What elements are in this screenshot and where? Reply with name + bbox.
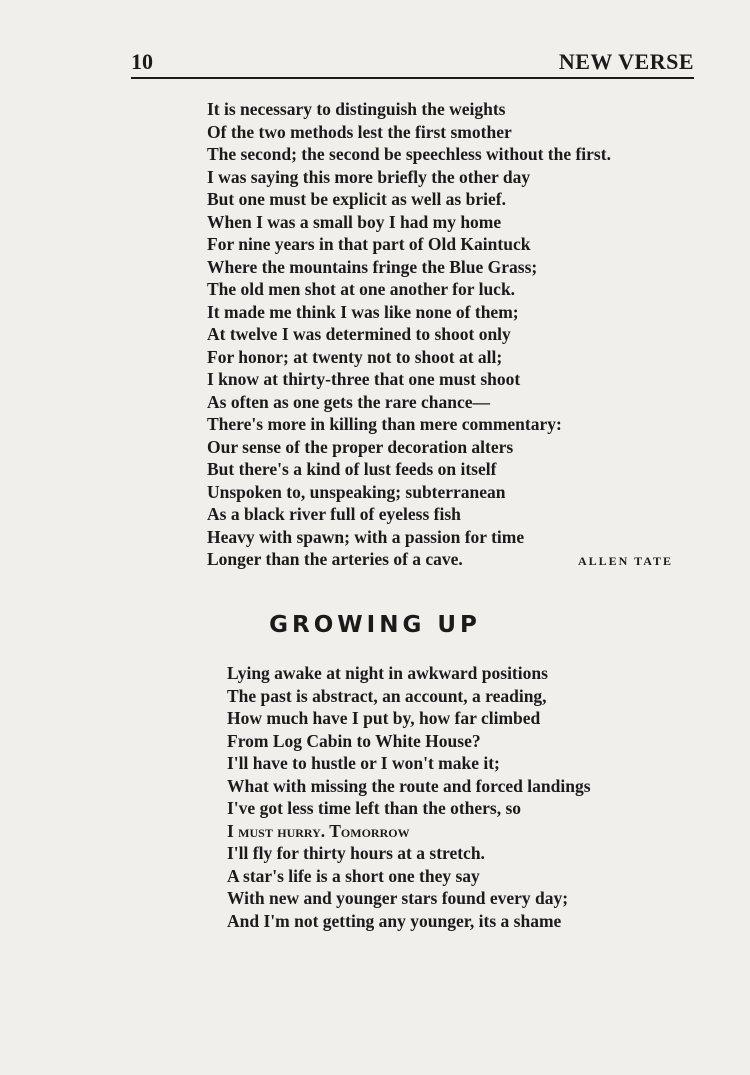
poem-line: When I was a small boy I had my home <box>207 211 502 232</box>
poem-line: Longer than the arteries of a cave. <box>207 549 463 569</box>
poem-line: For nine years in that part of Old Kaintuck <box>207 234 531 254</box>
poem-line: For honor; at twenty not to shoot at all; <box>207 346 503 367</box>
poem-line: But one must be explicit as well as brief. <box>207 189 506 209</box>
poem-line: I must hurry. Tomorrow <box>227 820 410 841</box>
poem-line: It made me think I was like none of them; <box>207 301 519 322</box>
poem-line: Our sense of the proper decoration alters <box>207 436 514 457</box>
poem-2-title: GROWING UP <box>269 612 481 638</box>
poem-line: As a black river full of eyeless fish <box>207 504 461 524</box>
poem-line: I'll fly for thirty hours at a stretch. <box>227 843 485 863</box>
poem-2 <box>227 662 697 932</box>
poem-line: The past is abstract, an account, a reading, <box>227 685 547 706</box>
poem-line: The second; the second be speechless without the first. <box>207 144 611 164</box>
poem-line: I was saying this more briefly the other day <box>207 166 531 187</box>
poem-line: At twelve I was determined to shoot only <box>207 324 511 344</box>
poem-line: I've got less time left than the others, so <box>227 798 522 818</box>
poem-line: The old men shot at one another for luck. <box>207 279 516 299</box>
poem-line: A star's life is a short one they say <box>227 865 480 886</box>
poem-line: But there's a kind of lust feeds on itself <box>207 459 497 479</box>
poem-line: With new and younger stars found every day; <box>227 888 569 908</box>
poem-line: Heavy with spawn; with a passion for time <box>207 526 525 547</box>
poem-line: As often as one gets the rare chance— <box>207 391 491 412</box>
poem-line: From Log Cabin to White House? <box>227 730 481 751</box>
poem-1-author: ALLEN TATE <box>578 554 674 568</box>
poem-line: How much have I put by, how far climbed <box>227 708 541 728</box>
poem-line: Where the mountains fringe the Blue Grass; <box>207 256 538 277</box>
poem-line: Of the two methods lest the first smother <box>207 121 512 142</box>
poem-line: It is necessary to distinguish the weights <box>207 99 506 119</box>
poem-line: And I'm not getting any younger, its a shame <box>227 910 562 931</box>
poem-line: What with missing the route and forced landings <box>227 775 591 796</box>
poem-1 <box>207 98 697 571</box>
poem-line: Lying awake at night in awkward positions <box>227 663 548 683</box>
page-number: 10 <box>131 49 153 74</box>
journal-title: NEW VERSE <box>558 49 694 74</box>
page-header <box>131 47 694 79</box>
poem-line: I'll have to hustle or I won't make it; <box>227 753 500 773</box>
poem-line: I know at thirty-three that one must shoot <box>207 369 521 389</box>
poem-line: Unspoken to, unspeaking; subterranean <box>207 481 506 502</box>
poem-line: There's more in killing than mere commentary: <box>207 414 562 434</box>
